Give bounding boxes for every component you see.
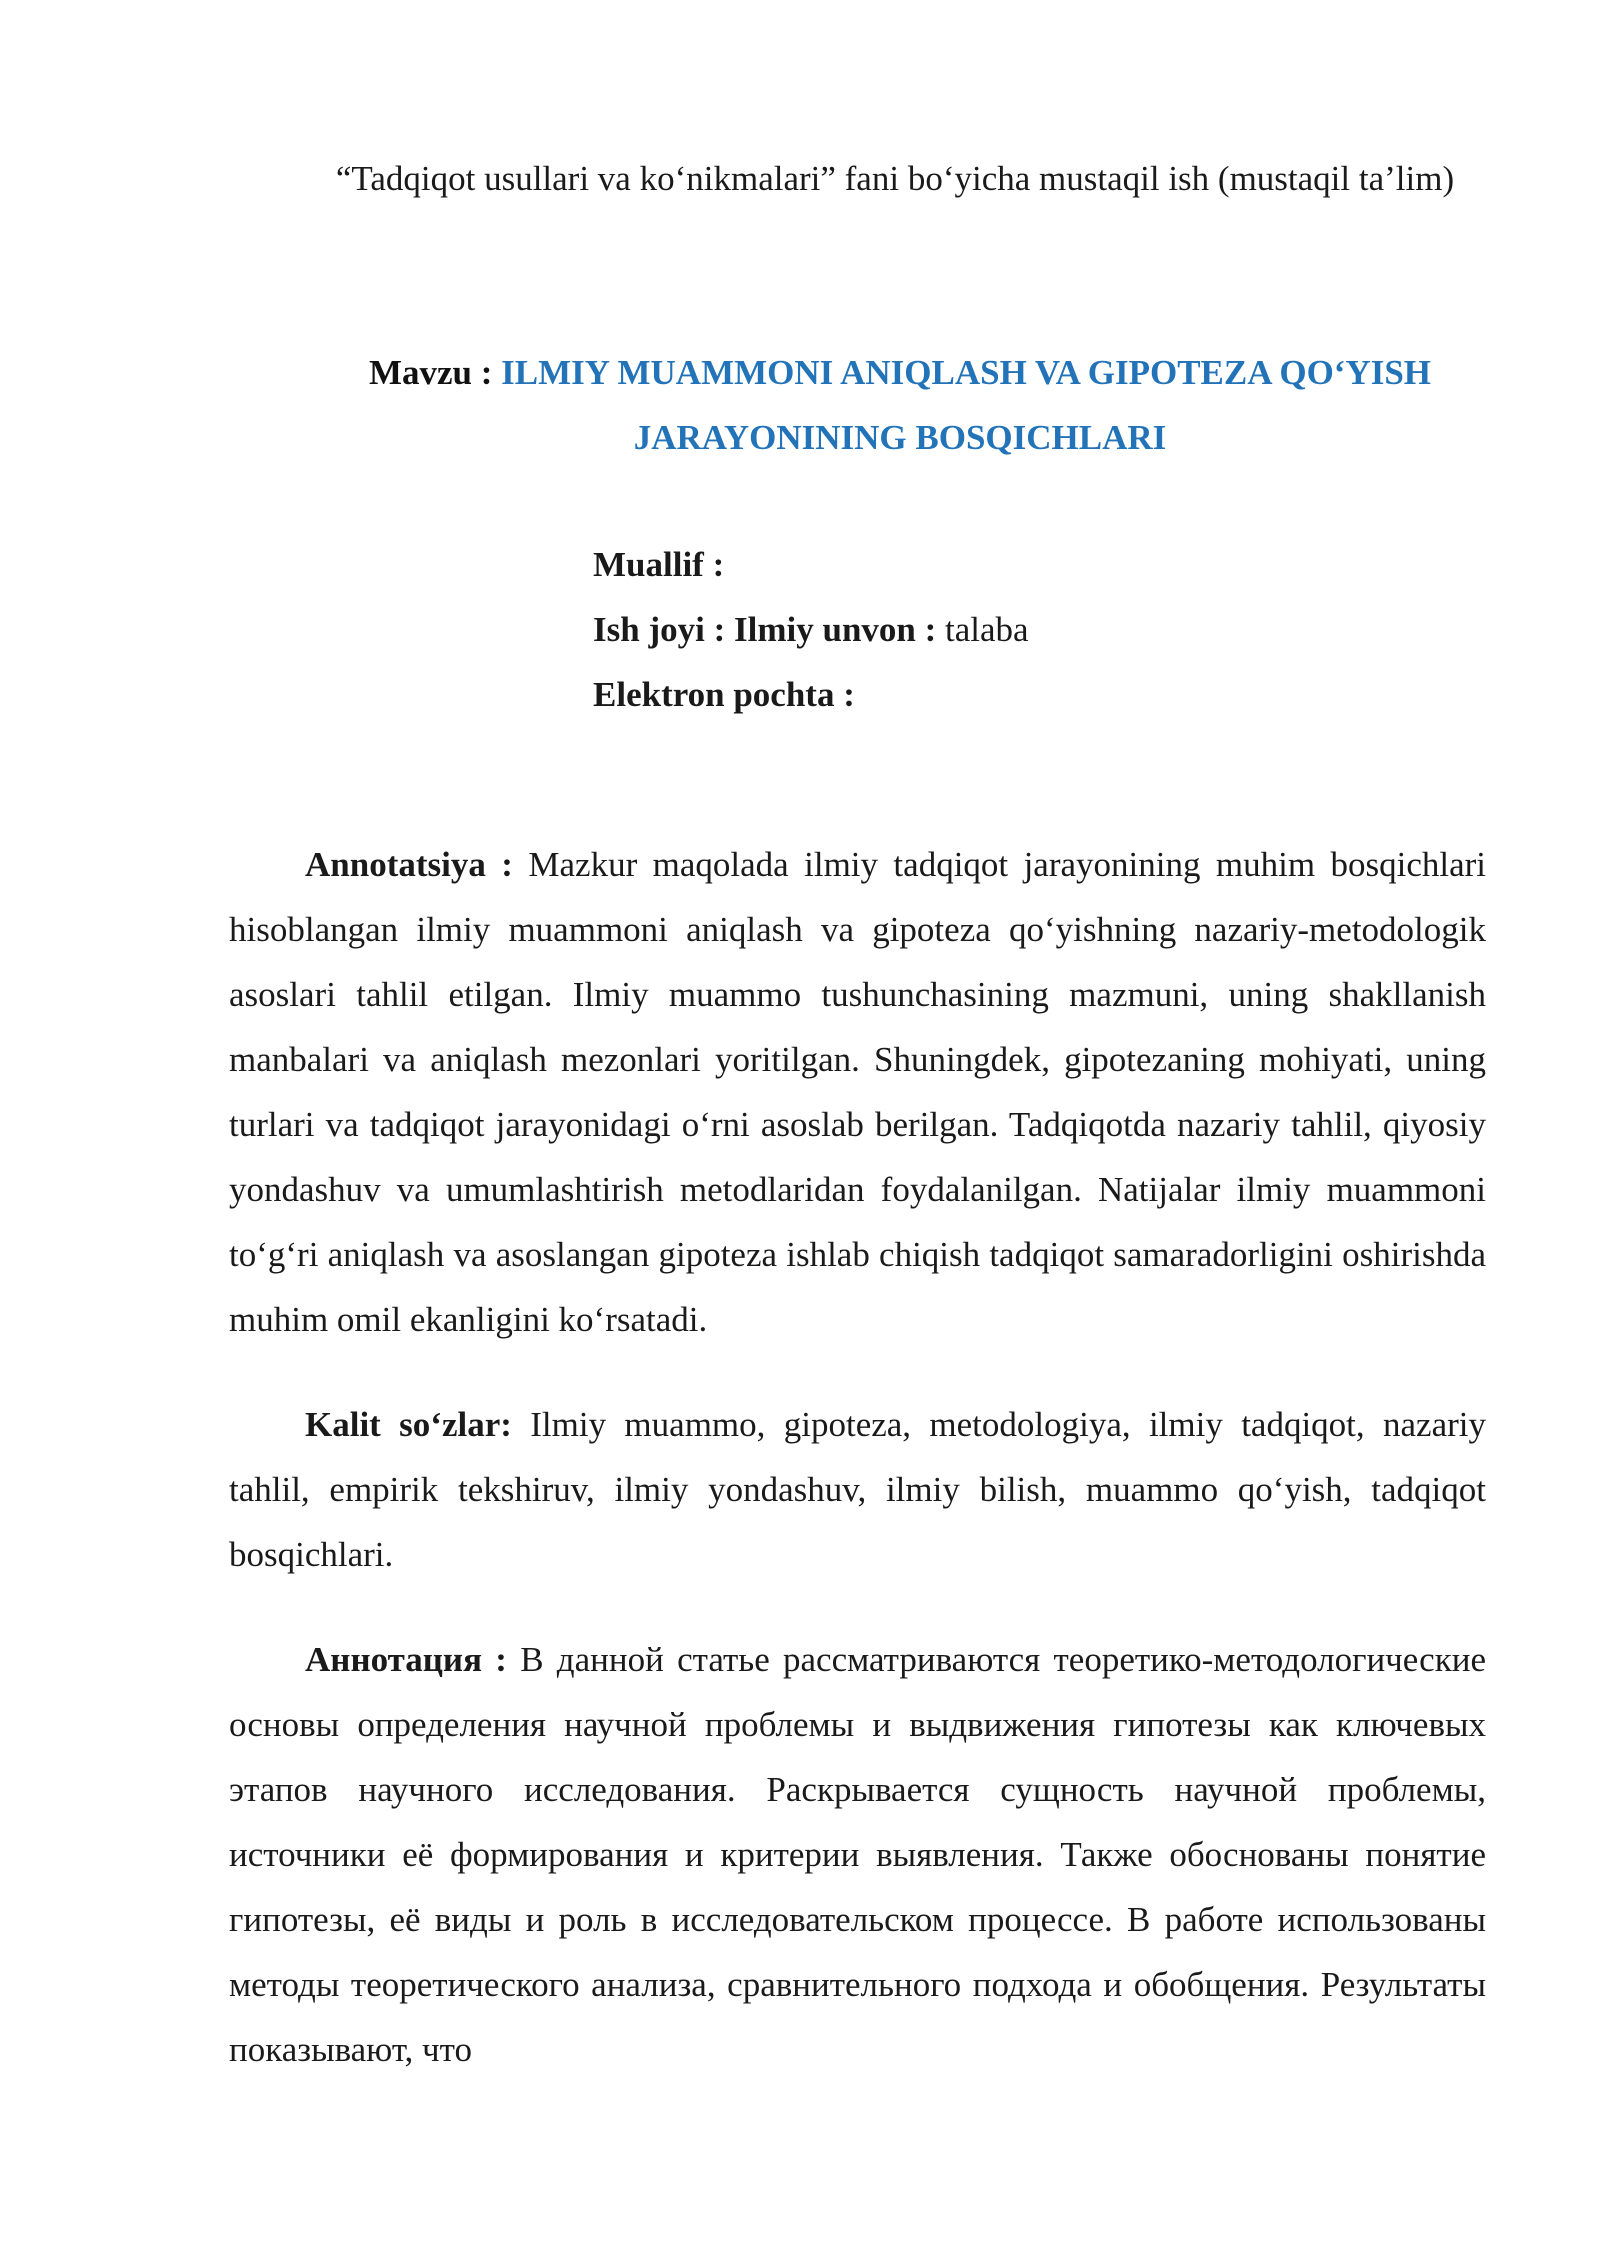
author-row (593, 532, 1029, 597)
email-row (593, 662, 1029, 727)
annotation-ru (229, 1627, 1486, 2082)
email-label: Elektron pochta : (593, 675, 855, 714)
workplace-row (593, 597, 1029, 662)
annotation-uz-label: Annotatsiya : (305, 845, 529, 884)
degree-label: Ilmiy unvon : (734, 610, 946, 649)
topic-title: ILMIY MUAMMONI ANIQLASH VA GIPOTEZA QO‘YISH JARAYONINING BOSQICHLARI (501, 353, 1432, 457)
degree-value: talaba (945, 610, 1029, 649)
annotation-uz (229, 832, 1486, 1352)
keywords (229, 1392, 1486, 1587)
keywords-text: Ilmiy muammo, gipoteza, metodologiya, ilmiy tadqiqot, nazariy tahlil, empirik tekshiruv, ilmiy yondashuv, ilmiy bilish, muammo qo‘yish, tadqiqot bosqichlari. (229, 1405, 1486, 1574)
author-label: Muallif : (593, 545, 725, 584)
keywords-label: Kalit so‘zlar: (305, 1405, 512, 1444)
annotation-ru-label: Аннотация : (305, 1640, 521, 1679)
subject-line: “Tadqiqot usullari va ko‘nikmalari” fani bo‘yicha mustaqil ish (mustaqil ta’lim) (335, 159, 1455, 198)
annotation-uz-text: Mazkur maqolada ilmiy tadqiqot jarayonining muhim bosqichlari hisoblangan ilmiy muammoni aniqlash va gipoteza qo‘yishning nazariy-metodologik asoslari tahlil etilgan. Ilmiy muammo tushunchasining mazmuni, uning shakllanish manbalari va aniqlash mezonlari yoritilgan. Shuningdek, gipotezaning mohiyati, uning turlari va tadqiqot jarayonidagi o‘rni asoslab berilgan. Tadqiqotda nazariy tahlil, qiyosiy yondashuv va umumlashtirish metodlaridan foydalanilgan. Natijalar ilmiy muammoni to‘g‘ri aniqlash va asoslangan gipoteza ishlab chiqish tadqiqot samaradorligini oshirishda muhim omil ekanligini ko‘rsatadi. (229, 845, 1486, 1339)
annotation-ru-text: В данной статье рассматриваются теоретико-методологические основы определения научной проблемы и выдвижения гипотезы как ключевых этапов научного исследования. Раскрывается сущность научной проблемы, источники её формирования и критерии выявления. Также обоснованы понятие гипотезы, её виды и роль в исследовательском процессе. В работе использованы методы теоретического анализа, сравнительного подхода и обобщения. Результаты показывают, что (229, 1640, 1486, 2069)
author-info (593, 532, 1029, 727)
workplace-label: Ish joyi : (593, 610, 734, 649)
topic-label: Mavzu : (368, 353, 502, 392)
topic-heading (300, 340, 1500, 470)
